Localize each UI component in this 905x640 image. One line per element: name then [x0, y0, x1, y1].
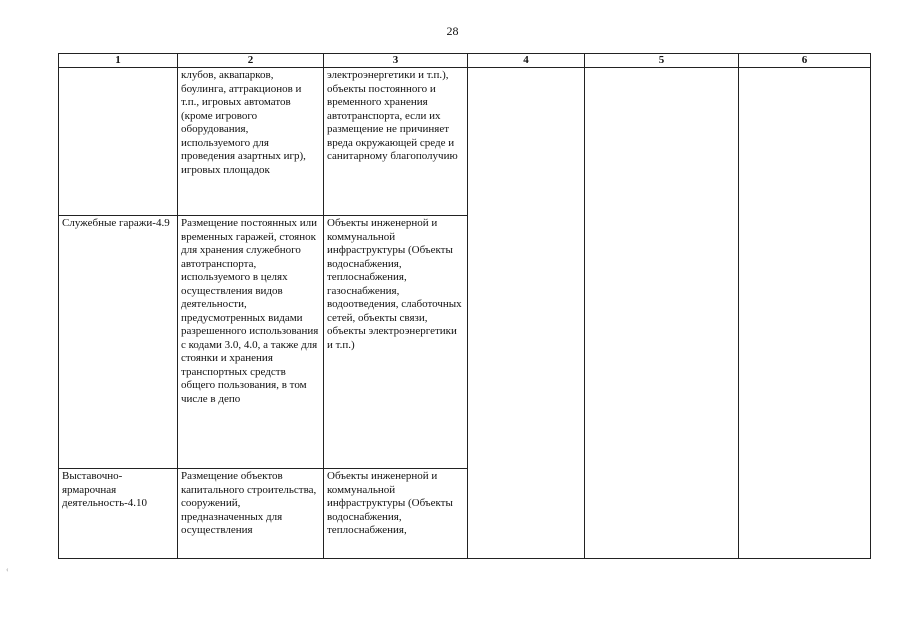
row1-col2: клубов, аквапарков, боулинга, аттракционов и т.п., игровых автоматов (кроме игрового оборудования, используемого для проведения азартных игр), игровых площадок [178, 68, 324, 216]
column-header-4: 4 [468, 54, 585, 68]
col5-merged-cell [585, 68, 739, 559]
row2-col1: Служебные гаражи-4.9 [59, 216, 178, 469]
table-row [59, 68, 871, 216]
scan-margin-mark: ‹ [6, 565, 9, 574]
column-header-1: 1 [59, 54, 178, 68]
row1-col1 [59, 68, 178, 216]
column-header-6: 6 [739, 54, 871, 68]
row3-col3: Объекты инженерной и коммунальной инфраструктуры (Объекты водоснабжения, теплоснабжения, [324, 469, 468, 559]
column-header-2: 2 [178, 54, 324, 68]
row1-col3: электроэнергетики и т.п.), объекты постоянного и временного хранения автотранспорта, если их размещение не причиняет вреда окружающей среде и санитарному благополучию [324, 68, 468, 216]
row3-col1: Выставочно-ярмарочная деятельность-4.10 [59, 469, 178, 559]
column-header-5: 5 [585, 54, 739, 68]
column-header-3: 3 [324, 54, 468, 68]
regulation-table [58, 53, 871, 559]
table-header-row [59, 54, 871, 68]
page-number: 28 [446, 24, 459, 38]
row2-col3: Объекты инженерной и коммунальной инфраструктуры (Объекты водоснабжения, теплоснабжения, газоснабжения, водоотведения, слаботочных сетей, объекты связи, объекты электроэнергетики и т.п.) [324, 216, 468, 469]
row2-col2: Размещение постоянных или временных гаражей, стоянок для хранения служебного автотранспорта, используемого в целях осуществления видов деятельности, предусмотренных видами разрешенного использования с кодами 3.0, 4.0, а также для стоянки и хранения транспортных средств общего пользования, в том числе в депо [178, 216, 324, 469]
row3-col2: Размещение объектов капитального строительства, сооружений, предназначенных для осуществления [178, 469, 324, 559]
col4-merged-cell [468, 68, 585, 559]
col6-merged-cell [739, 68, 871, 559]
